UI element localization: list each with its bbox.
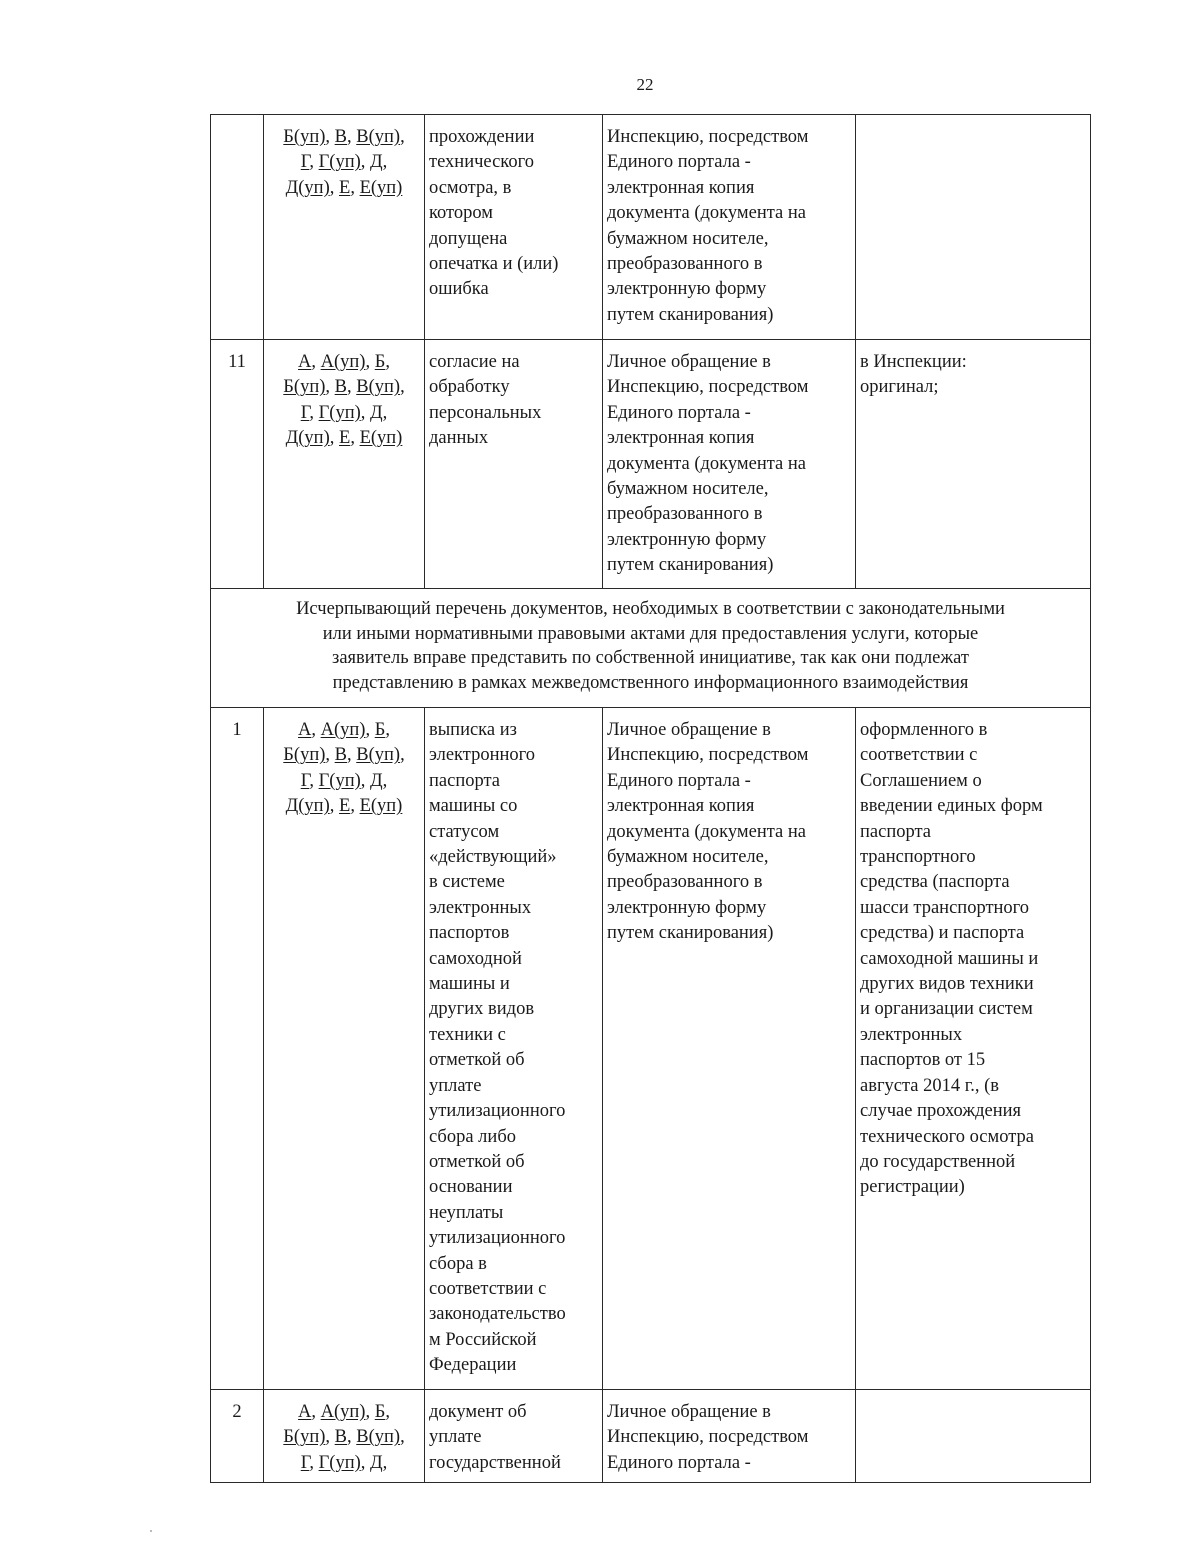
category-link: Б(уп): [283, 1427, 326, 1448]
cell-line: путем сканирования): [607, 923, 774, 944]
row-number: 2: [211, 1390, 264, 1483]
cell-line: уплате: [429, 1075, 482, 1096]
cell-line: Единого портала -: [607, 770, 751, 791]
category-separator: ,: [309, 1452, 319, 1473]
cell-line: Единого портала -: [607, 152, 751, 173]
cell-line: Личное обращение в: [607, 720, 771, 740]
cell-line: законодательство: [429, 1304, 566, 1325]
category-line: [266, 794, 422, 819]
document-name: [425, 708, 603, 1390]
category-link: А: [298, 1402, 312, 1422]
cell-line: сбора в: [429, 1253, 487, 1274]
category-separator: ,: [325, 745, 335, 766]
category-separator: ,: [325, 377, 335, 398]
submission-method: [603, 340, 856, 589]
category-separator: ,: [347, 377, 357, 398]
category-link: А: [298, 352, 312, 372]
cell-line: основании: [429, 1177, 513, 1198]
category-line: [266, 718, 422, 743]
cell-line: и организации систем: [860, 999, 1033, 1020]
cell-line: средства) и паспорта: [860, 923, 1025, 944]
category-separator: ,: [325, 127, 335, 147]
cell-line: средства (паспорта: [860, 872, 1010, 893]
requirements: [856, 708, 1091, 1390]
cell-line: документа (документа на: [607, 453, 806, 474]
cell-line: отметкой об: [429, 1151, 525, 1172]
cell-line: котором: [429, 203, 494, 224]
category-separator: ,: [350, 428, 360, 449]
cell-line: путем сканирования): [607, 555, 774, 576]
category-link: Г: [300, 770, 310, 791]
category-separator: ,: [385, 720, 390, 740]
category-separator: ,: [309, 770, 319, 791]
category-link: Б(уп): [283, 127, 326, 147]
documents-table: [210, 114, 1091, 1483]
category-link: Г(уп): [318, 402, 361, 423]
category-separator: ,: [350, 796, 360, 817]
table-row: [211, 340, 1091, 589]
category-separator: ,: [325, 1427, 335, 1448]
cell-line: самоходной машины и: [860, 948, 1039, 969]
category-separator: ,: [350, 177, 360, 198]
cell-line: паспортов: [429, 923, 510, 944]
applicant-categories: [264, 1390, 425, 1483]
cell-line: допущена: [429, 228, 508, 249]
table-row: [211, 115, 1091, 340]
cell-line: оригинал;: [860, 377, 939, 398]
category-link: Д: [370, 770, 383, 791]
category-separator: ,: [382, 1452, 388, 1473]
category-link: Д: [370, 1452, 383, 1473]
cell-line: Единого портала -: [607, 1452, 751, 1473]
heading-line: Исчерпывающий перечень документов, необходимых в соответствии с законодательными: [296, 599, 1005, 619]
cell-line: электронных: [429, 897, 532, 918]
category-link: Г: [300, 1452, 310, 1473]
cell-line: машины и: [429, 974, 510, 995]
category-line: [266, 426, 422, 451]
cell-line: электронную форму: [607, 897, 767, 918]
scan-speck: [150, 1530, 152, 1532]
category-separator: ,: [311, 720, 321, 740]
cell-line: паспортов от 15: [860, 1050, 986, 1071]
category-link: Б: [374, 352, 386, 372]
category-separator: ,: [347, 127, 357, 147]
cell-line: ошибка: [429, 279, 489, 300]
category-link: Е: [339, 796, 351, 817]
cell-line: самоходной: [429, 948, 522, 969]
category-link: А(уп): [320, 720, 366, 740]
category-line: [266, 743, 422, 768]
category-link: В: [334, 127, 347, 147]
table-row: [211, 1390, 1091, 1483]
cell-line: других видов техники: [860, 974, 1034, 995]
cell-line: бумажном носителе,: [607, 847, 769, 868]
category-link: В(уп): [356, 745, 401, 766]
cell-line: паспорта: [429, 770, 501, 791]
category-link: Г(уп): [318, 1452, 361, 1473]
row-number: 11: [211, 340, 264, 589]
cell-line: других видов: [429, 999, 535, 1020]
cell-line: регистрации): [860, 1177, 965, 1198]
category-line: [266, 176, 422, 201]
cell-line: электронная копия: [607, 796, 755, 817]
category-line: [266, 1425, 422, 1450]
category-link: Е(уп): [359, 796, 403, 817]
requirements: [856, 115, 1091, 340]
cell-line: введении единых форм: [860, 796, 1043, 817]
cell-line: преобразованного в: [607, 872, 763, 893]
cell-line: бумажном носителе,: [607, 479, 769, 500]
row-number: 1: [211, 708, 264, 1390]
cell-line: неуплаты: [429, 1202, 504, 1223]
cell-line: электронная копия: [607, 428, 755, 449]
category-separator: ,: [382, 402, 388, 423]
category-line: [266, 350, 422, 375]
category-separator: ,: [382, 770, 388, 791]
row-number: [211, 115, 264, 340]
category-separator: ,: [385, 352, 390, 372]
cell-line: Инспекцию, посредством: [607, 127, 809, 147]
cell-line: электронную форму: [607, 529, 767, 550]
category-line: [266, 125, 422, 150]
cell-line: документа (документа на: [607, 821, 806, 842]
cell-line: до государственной: [860, 1151, 1016, 1172]
cell-line: техники с: [429, 1024, 506, 1045]
category-separator: ,: [365, 1402, 375, 1422]
cell-line: «действующий»: [429, 847, 557, 868]
category-separator: ,: [360, 402, 371, 423]
category-link: Д(уп): [285, 428, 330, 449]
heading-line: или иными нормативными правовыми актами для предоставления услуги, которые: [322, 623, 979, 644]
cell-line: согласие на: [429, 352, 520, 372]
cell-line: документа (документа на: [607, 203, 806, 224]
applicant-categories: [264, 708, 425, 1390]
cell-line: утилизационного: [429, 1101, 566, 1122]
cell-line: данных: [429, 428, 489, 449]
section-heading-row: [211, 589, 1091, 708]
category-separator: ,: [360, 152, 371, 173]
category-link: Б: [374, 720, 386, 740]
category-separator: ,: [360, 1452, 371, 1473]
category-separator: ,: [329, 428, 339, 449]
cell-line: обработку: [429, 377, 510, 398]
cell-line: Личное обращение в: [607, 1402, 771, 1422]
category-link: Е: [339, 428, 351, 449]
heading-line: заявитель вправе представить по собственной инициативе, так как они подлежат: [332, 648, 969, 668]
cell-line: электронная копия: [607, 177, 755, 198]
category-link: В: [334, 377, 347, 398]
category-separator: ,: [365, 720, 375, 740]
cell-line: августа 2014 г., (в: [860, 1075, 1000, 1096]
category-link: Д(уп): [285, 177, 330, 198]
category-link: А: [298, 720, 312, 740]
cell-line: Личное обращение в: [607, 352, 771, 372]
category-separator: ,: [400, 127, 405, 147]
applicant-categories: [264, 340, 425, 589]
category-link: Е: [339, 177, 351, 198]
category-separator: ,: [329, 796, 339, 817]
requirements: [856, 1390, 1091, 1483]
cell-line: сбора либо: [429, 1126, 516, 1147]
cell-line: выписка из: [429, 720, 517, 740]
category-link: В(уп): [356, 127, 401, 147]
cell-line: Инспекцию, посредством: [607, 377, 809, 398]
category-line: [266, 150, 422, 175]
cell-line: электронную форму: [607, 279, 767, 300]
cell-line: осмотра, в: [429, 177, 512, 198]
submission-method: [603, 708, 856, 1390]
category-separator: ,: [311, 352, 321, 372]
category-line: [266, 401, 422, 426]
category-separator: ,: [311, 1402, 321, 1422]
category-link: В(уп): [356, 1427, 401, 1448]
category-link: Д: [370, 152, 383, 173]
cell-line: отметкой об: [429, 1050, 525, 1071]
cell-line: случае прохождения: [860, 1101, 1022, 1122]
category-link: Б: [374, 1402, 386, 1422]
cell-line: паспорта: [860, 821, 932, 842]
cell-line: уплате: [429, 1427, 482, 1448]
cell-line: технического осмотра: [860, 1126, 1034, 1147]
cell-line: персональных: [429, 402, 542, 423]
category-link: Е(уп): [359, 428, 403, 449]
cell-line: транспортного: [860, 847, 976, 868]
category-separator: ,: [400, 745, 405, 766]
page-number: 22: [636, 75, 654, 94]
cell-line: м Российской: [429, 1329, 537, 1350]
category-separator: ,: [309, 152, 319, 173]
category-link: В(уп): [356, 377, 401, 398]
category-link: Г: [300, 152, 310, 173]
cell-line: электронных: [860, 1024, 963, 1045]
requirements: [856, 340, 1091, 589]
cell-line: документ об: [429, 1402, 527, 1422]
cell-line: технического: [429, 152, 534, 173]
cell-line: Единого портала -: [607, 402, 751, 423]
cell-line: преобразованного в: [607, 504, 763, 525]
table-row: [211, 708, 1091, 1390]
cell-line: соответствии с: [429, 1278, 547, 1299]
cell-line: опечатка и (или): [429, 254, 559, 275]
document-name: [425, 340, 603, 589]
category-link: Е(уп): [359, 177, 403, 198]
category-link: В: [334, 745, 347, 766]
section-heading: [211, 589, 1091, 708]
cell-line: шасси транспортного: [860, 897, 1030, 918]
category-separator: ,: [309, 402, 319, 423]
category-link: Г: [300, 402, 310, 423]
document-name: [425, 115, 603, 340]
cell-line: бумажном носителе,: [607, 228, 769, 249]
category-separator: ,: [329, 177, 339, 198]
category-link: В: [334, 1427, 347, 1448]
cell-line: прохождении: [429, 127, 535, 147]
category-separator: ,: [382, 152, 388, 173]
category-separator: ,: [360, 770, 371, 791]
cell-line: преобразованного в: [607, 254, 763, 275]
cell-line: государственной: [429, 1452, 561, 1473]
cell-line: Инспекцию, посредством: [607, 745, 809, 766]
document-name: [425, 1390, 603, 1483]
category-line: [266, 769, 422, 794]
cell-line: Соглашением о: [860, 770, 982, 791]
cell-line: машины со: [429, 796, 518, 817]
cell-line: путем сканирования): [607, 304, 774, 325]
heading-line: представлению в рамках межведомственного информационного взаимодействия: [332, 672, 969, 693]
cell-line: Инспекцию, посредством: [607, 1427, 809, 1448]
category-link: Г(уп): [318, 770, 361, 791]
category-link: А(уп): [320, 352, 366, 372]
applicant-categories: [264, 115, 425, 340]
submission-method: [603, 115, 856, 340]
category-separator: ,: [347, 745, 357, 766]
category-link: А(уп): [320, 1402, 366, 1422]
category-line: [266, 1400, 422, 1425]
cell-line: соответствии с: [860, 745, 978, 766]
category-separator: ,: [400, 1427, 405, 1448]
category-link: Б(уп): [283, 745, 326, 766]
cell-line: утилизационного: [429, 1228, 566, 1249]
category-separator: ,: [347, 1427, 357, 1448]
cell-line: статусом: [429, 821, 500, 842]
category-link: Б(уп): [283, 377, 326, 398]
category-line: [266, 1451, 422, 1476]
category-link: Д(уп): [285, 796, 330, 817]
category-separator: ,: [365, 352, 375, 372]
cell-line: электронного: [429, 745, 536, 766]
category-separator: ,: [385, 1402, 390, 1422]
cell-line: Федерации: [429, 1355, 517, 1376]
category-link: Г(уп): [318, 152, 361, 173]
category-link: Д: [370, 402, 383, 423]
cell-line: оформленного в: [860, 720, 988, 740]
category-separator: ,: [400, 377, 405, 398]
cell-line: в Инспекции:: [860, 352, 967, 372]
category-line: [266, 375, 422, 400]
submission-method: [603, 1390, 856, 1483]
cell-line: в системе: [429, 872, 505, 893]
